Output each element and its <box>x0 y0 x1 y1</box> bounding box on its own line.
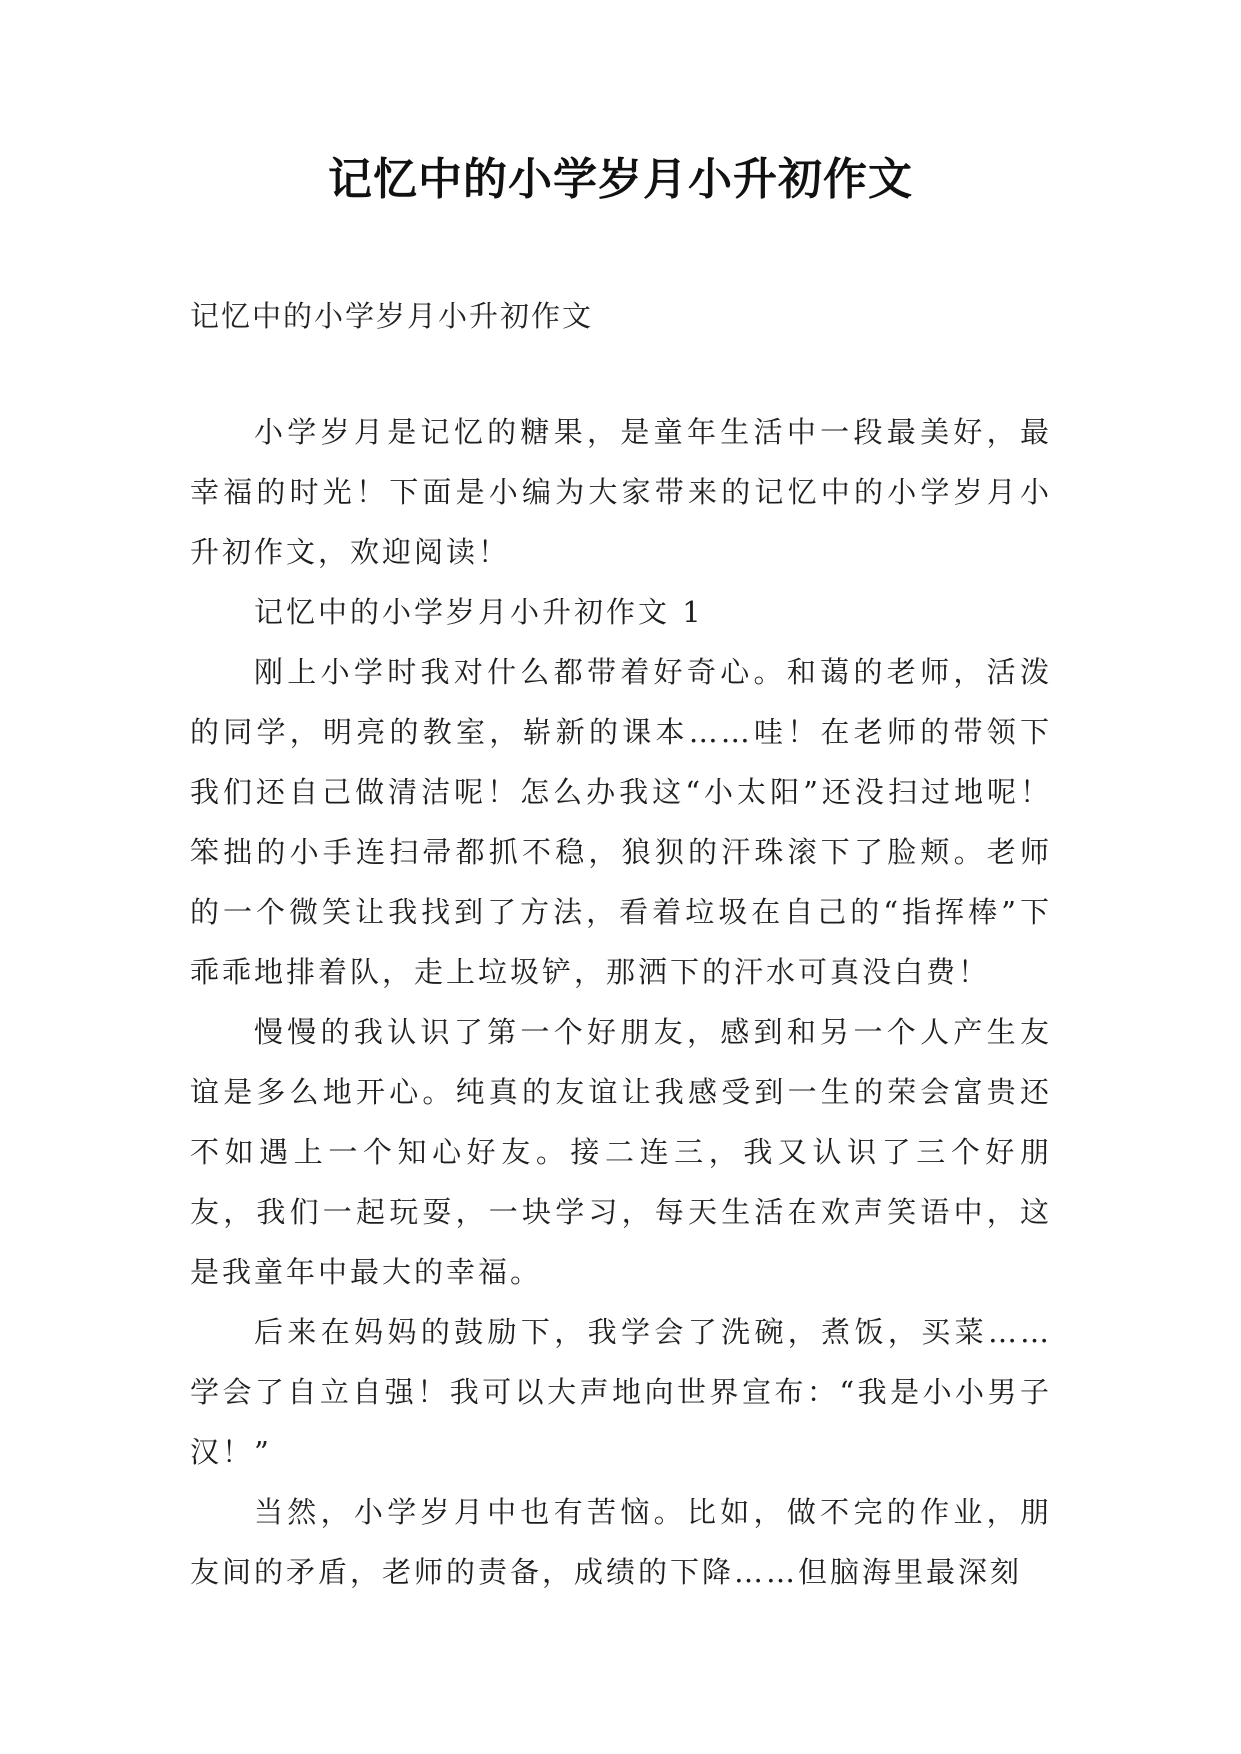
paragraph-intro: 小学岁月是记忆的糖果，是童年生活中一段最美好，最幸福的时光！下面是小编为大家带来的记忆中的小学岁月小升初作文，欢迎阅读！ <box>190 415 1052 569</box>
document-title: 记忆中的小学岁月小升初作文 <box>328 154 913 205</box>
paragraph: 刚上小学时我对什么都带着好奇心。和蔼的老师，活泼的同学，明亮的教室，崭新的课本……哇！在老师的带领下我们还自己做清洁呢！怎么办我这“小太阳”还没扫过地呢！笨拙的小手连扫帚都抓不稳，狼狈的汗珠滚下了脸颊。老师的一个微笑让我找到了方法，看着垃圾在自己的“指挥棒”下乖乖地排着队，走上垃圾铲，那洒下的汗水可真没白费！ <box>190 655 1052 989</box>
paragraph: 当然，小学岁月中也有苦恼。比如，做不完的作业，朋友间的矛盾，老师的责备，成绩的下降……但脑海里最深刻 <box>190 1495 1052 1589</box>
section-heading: 记忆中的小学岁月小升初作文 1 <box>254 595 704 629</box>
document-subtitle: 记忆中的小学岁月小升初作文 <box>190 299 594 333</box>
paragraph: 后来在妈妈的鼓励下，我学会了洗碗，煮饭，买菜……学会了自立自强！我可以大声地向世界宣布：“我是小小男子汉！” <box>190 1315 1052 1469</box>
paragraph: 慢慢的我认识了第一个好朋友，感到和另一个人产生友谊是多么地开心。纯真的友谊让我感受到一生的荣会富贵还不如遇上一个知心好友。接二连三，我又认识了三个好朋友，我们一起玩耍，一块学习，每天生活在欢声笑语中，这是我童年中最大的幸福。 <box>190 1015 1052 1289</box>
document-body <box>190 402 1052 1602</box>
